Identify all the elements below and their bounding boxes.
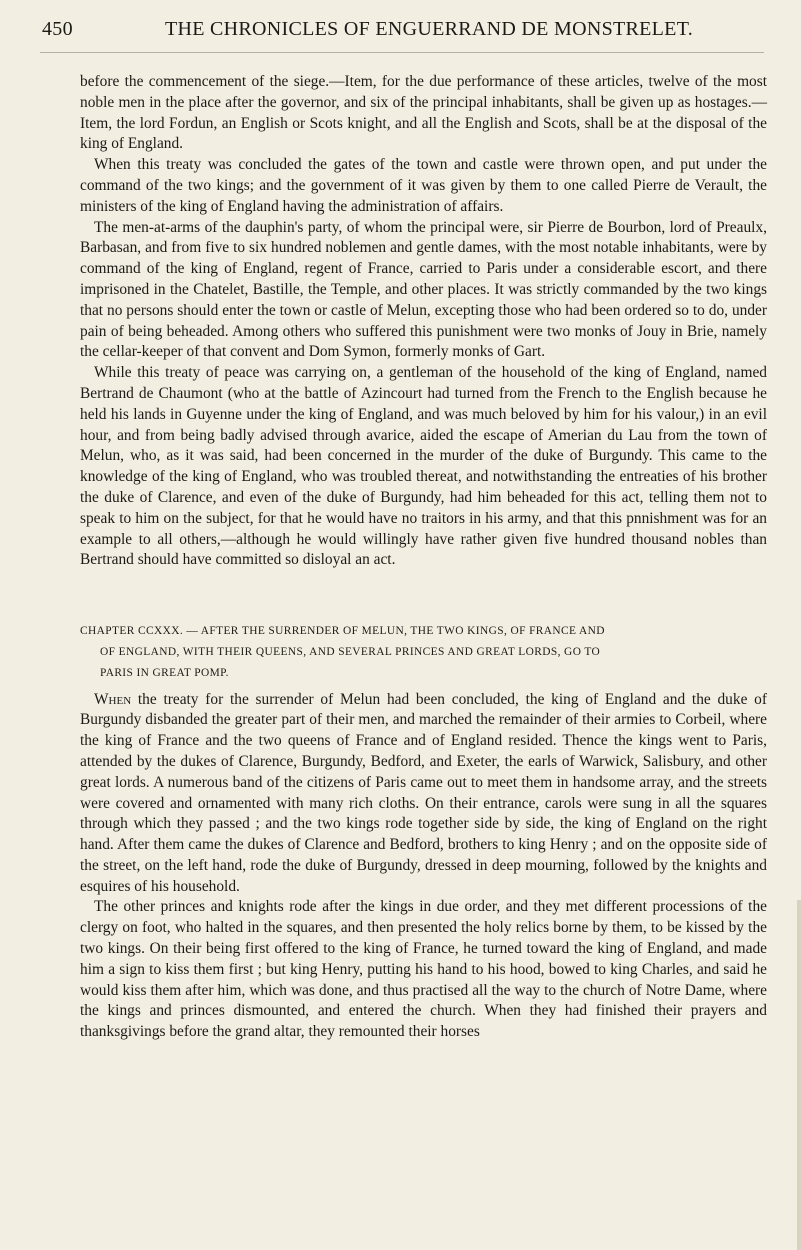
page-body: [80, 72, 767, 1043]
chapter-heading-line-1: CHAPTER CCXXX. — AFTER THE SURRENDER OF MELUN, THE TWO KINGS, OF FRANCE AND: [80, 625, 605, 638]
page-header: [42, 18, 762, 48]
opening-word: When: [94, 690, 132, 708]
paragraph-continuation: before the commencement of the siege.—Item, for the due performance of these articles, twelve of the most noble men in the place after the governor, and six of the principal inhabitants, shall be given up as hostages.—Item, the lord Fordun, an English or Scots knight, and all the English and Scots, shall be at the disposal of the king of England.: [80, 73, 767, 153]
paragraph-men-at-arms: The men-at-arms of the dauphin's party, of whom the principal were, sir Pierre de Bourbon, lord of Preaulx, Barbasan, and from five to six hundred noblemen and gentle dames, with the most notable inhabitants, were by command of the king of England, regent of France, carried to Paris under a considerable escort, and there imprisoned in the Chatelet, Bastille, the Temple, and other places. It was strictly commanded by the two kings that no persons should enter the town or castle of Melun, excepting those who had been ordered so to do, under pain of being beheaded. Among others who suffered this punishment were two monks of Jouy in Brie, namely the cellar-keeper of that convent and Dom Symon, formerly monks of Gart.: [80, 218, 767, 361]
running-title: THE CHRONICLES OF ENGUERRAND DE MONSTRELET.: [164, 18, 694, 40]
page-edge-shadow: [797, 900, 801, 1250]
paragraph-treaty-concluded: When this treaty was concluded the gates of the town and castle were thrown open, and put under the command of the two kings; and the government of it was given by them to one called Pierre de Verault, the ministers of the king of England having the administration of affairs.: [80, 156, 767, 215]
chapter-heading-line-2: OF ENGLAND, WITH THEIR QUEENS, AND SEVERAL PRINCES AND GREAT LORDS, GO TO: [100, 645, 601, 658]
paragraph-chapter-opening: [80, 690, 767, 898]
chapter-heading: [80, 621, 767, 683]
paragraph-processions: The other princes and knights rode after the kings in due order, and they met different processions of the clergy on foot, who halted in the squares, and then presented the holy relics borne by them, to be kissed by the two kings. On their being first offered to the king of France, he turned toward the king of England, and made him a sign to kiss them first ; but king Henry, putting his hand to his hood, bowed to king Charles, and said he would kiss them after him, which was done, and thus practised all the way to the church of Notre Dame, where the kings and princes dismounted, and entered the church. When they had finished their prayers and thanksgivings before the grand altar, they remounted their horses: [80, 898, 767, 1041]
header-rule: [40, 52, 764, 53]
opening-paragraph-text: the treaty for the surrender of Melun had been concluded, the king of England and the duke of Burgundy disbanded the greater part of their men, and marched the remainder of their armies to Corbeil, where the king of France and the two queens of France and of England resided. Thence the kings went to Paris, attended by the dukes of Clarence, Burgundy, Bedford, and Exeter, the earls of Warwick, Salisbury, and other great lords. A numerous band of the citizens of Paris came out to meet them in handsome array, and the streets were covered and ornamented with many rich cloths. On their entrance, carols were sung in all the squares through which they passed ; and the two kings rode together side by side, the king of England on the right hand. After them came the dukes of Clarence and Bedford, brothers to king Henry ; and on the opposite side of the street, on the left hand, rode the duke of Burgundy, dressed in deep mourning, followed by the knights and esquires of his household.: [80, 690, 767, 895]
chapter-heading-line-3: PARIS IN GREAT POMP.: [100, 666, 229, 679]
page-number: 450: [42, 18, 73, 40]
paragraph-bertrand-de-chaumont: While this treaty of peace was carrying on, a gentleman of the household of the king of England, named Bertrand de Chaumont (who at the battle of Azincourt had turned from the French to the English because he held his lands in Guyenne under the king of England, and was much beloved by him for his valour,) in an evil hour, and from being badly advised through avarice, aided the escape of Amerian du Lau from the town of Melun, who, as it was said, had been concerned in the murder of the duke of Burgundy. This came to the knowledge of the king of England, who was troubled thereat, and notwithstanding the entreaties of his brother the duke of Clarence, and even of the duke of Burgundy, had him beheaded for this act, telling them not to speak to him on the subject, for that he would have no traitors in his army, and that this pnnishment was for an example to all others,—although he would willingly have rather given five hundred thousand nobles than Bertrand should have committed so disloyal an act.: [80, 364, 767, 569]
